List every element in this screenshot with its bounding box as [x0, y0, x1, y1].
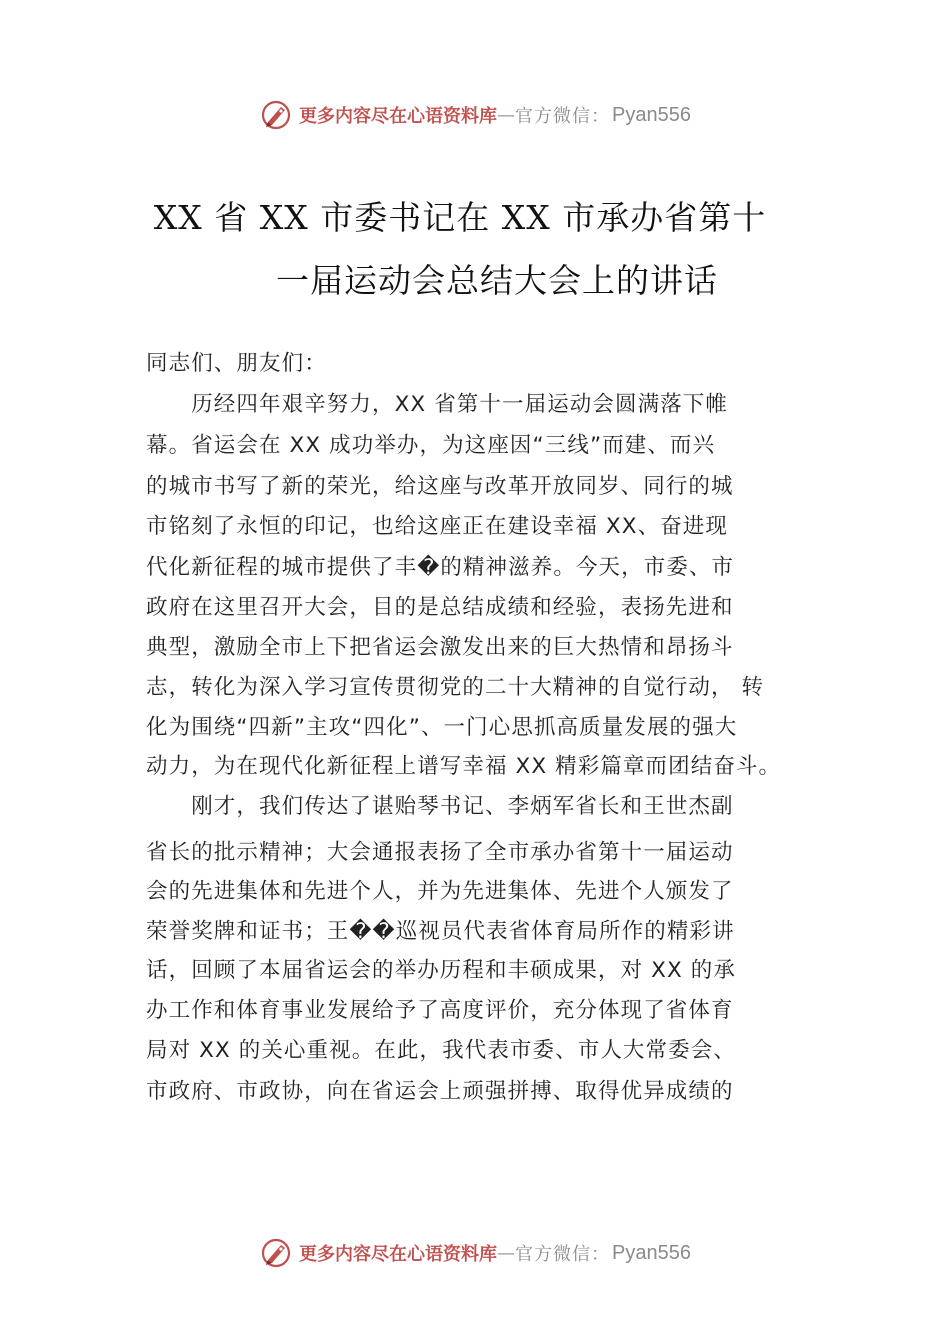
body-line: 会的先进集体和先进个人，并为先进集体、先进个人颁发了 [146, 879, 734, 904]
body-line: 话，回顾了本届省运会的举办历程和丰硕成果，对 XX 的承 [146, 958, 736, 983]
body-line: 代化新征程的城市提供了丰�的精神滋养。今天，市委、市 [146, 555, 735, 580]
document-title-line-2: 一届运动会总结大会上的讲话 [276, 261, 718, 300]
body-line: 刚才，我们传达了谌贻琴书记、李炳军省长和王世杰副 [146, 794, 734, 819]
document-title-line-1: XX 省 XX 市委书记在 XX 市承办省第十 [153, 198, 767, 237]
body-line: 历经四年艰辛努力，XX 省第十一届运动会圆满落下帷 [146, 392, 728, 417]
body-line: 荣誉奖牌和证书；王��巡视员代表省体育局所作的精彩讲 [146, 919, 735, 944]
body-line: 动力，为在现代化新征程上谱写幸福 XX 精彩篇章而团结奋斗。 [146, 754, 782, 779]
body-line: 志，转化为深入学习宣传贯彻党的二十大精神的自觉行动， 转 [146, 675, 765, 700]
body-line: 市政府、市政协，向在省运会上顽强拼搏、取得优异成绩的 [146, 1079, 734, 1104]
body-line: 化为围绕“四新”主攻“四化”、一门心思抓高质量发展的强大 [146, 715, 738, 740]
body-line: 典型，激励全市上下把省运会激发出来的巨大热情和昂扬斗 [146, 635, 734, 660]
banner-dash: — [497, 104, 516, 126]
banner-source-text: 更多内容尽在心语资料库 [299, 1244, 498, 1265]
banner-wechat-id: Pyan556 [612, 103, 691, 126]
body-line: 同志们、朋友们： [146, 351, 327, 376]
banner-wechat-label: 官方微信： [515, 106, 611, 127]
header-banner [0, 95, 950, 135]
body-line: 的城市书写了新的荣光，给这座与改革开放同岁、同行的城 [146, 474, 734, 499]
banner-source-text: 更多内容尽在心语资料库 [299, 106, 498, 127]
body-line: 局对 XX 的关心重视。在此，我代表市委、市人大常委会、 [146, 1038, 736, 1063]
pen-nib-logo-icon [259, 1236, 293, 1270]
body-line: 政府在这里召开大会，目的是总结成绩和经验，表扬先进和 [146, 595, 734, 620]
body-line: 办工作和体育事业发展给予了高度评价，充分体现了省体育 [146, 998, 734, 1023]
banner-dash: — [497, 1242, 516, 1264]
pen-nib-logo-icon [259, 98, 293, 132]
body-line: 省长的批示精神；大会通报表扬了全市承办省第十一届运动 [146, 840, 734, 865]
footer-banner [0, 1233, 950, 1273]
body-line: 市铭刻了永恒的印记，也给这座正在建设幸福 XX、奋进现 [146, 514, 728, 539]
body-line: 幕。省运会在 XX 成功举办，为这座因“三线”而建、而兴 [146, 433, 716, 458]
banner-wechat-label: 官方微信： [515, 1244, 611, 1265]
banner-wechat-id: Pyan556 [612, 1241, 691, 1264]
